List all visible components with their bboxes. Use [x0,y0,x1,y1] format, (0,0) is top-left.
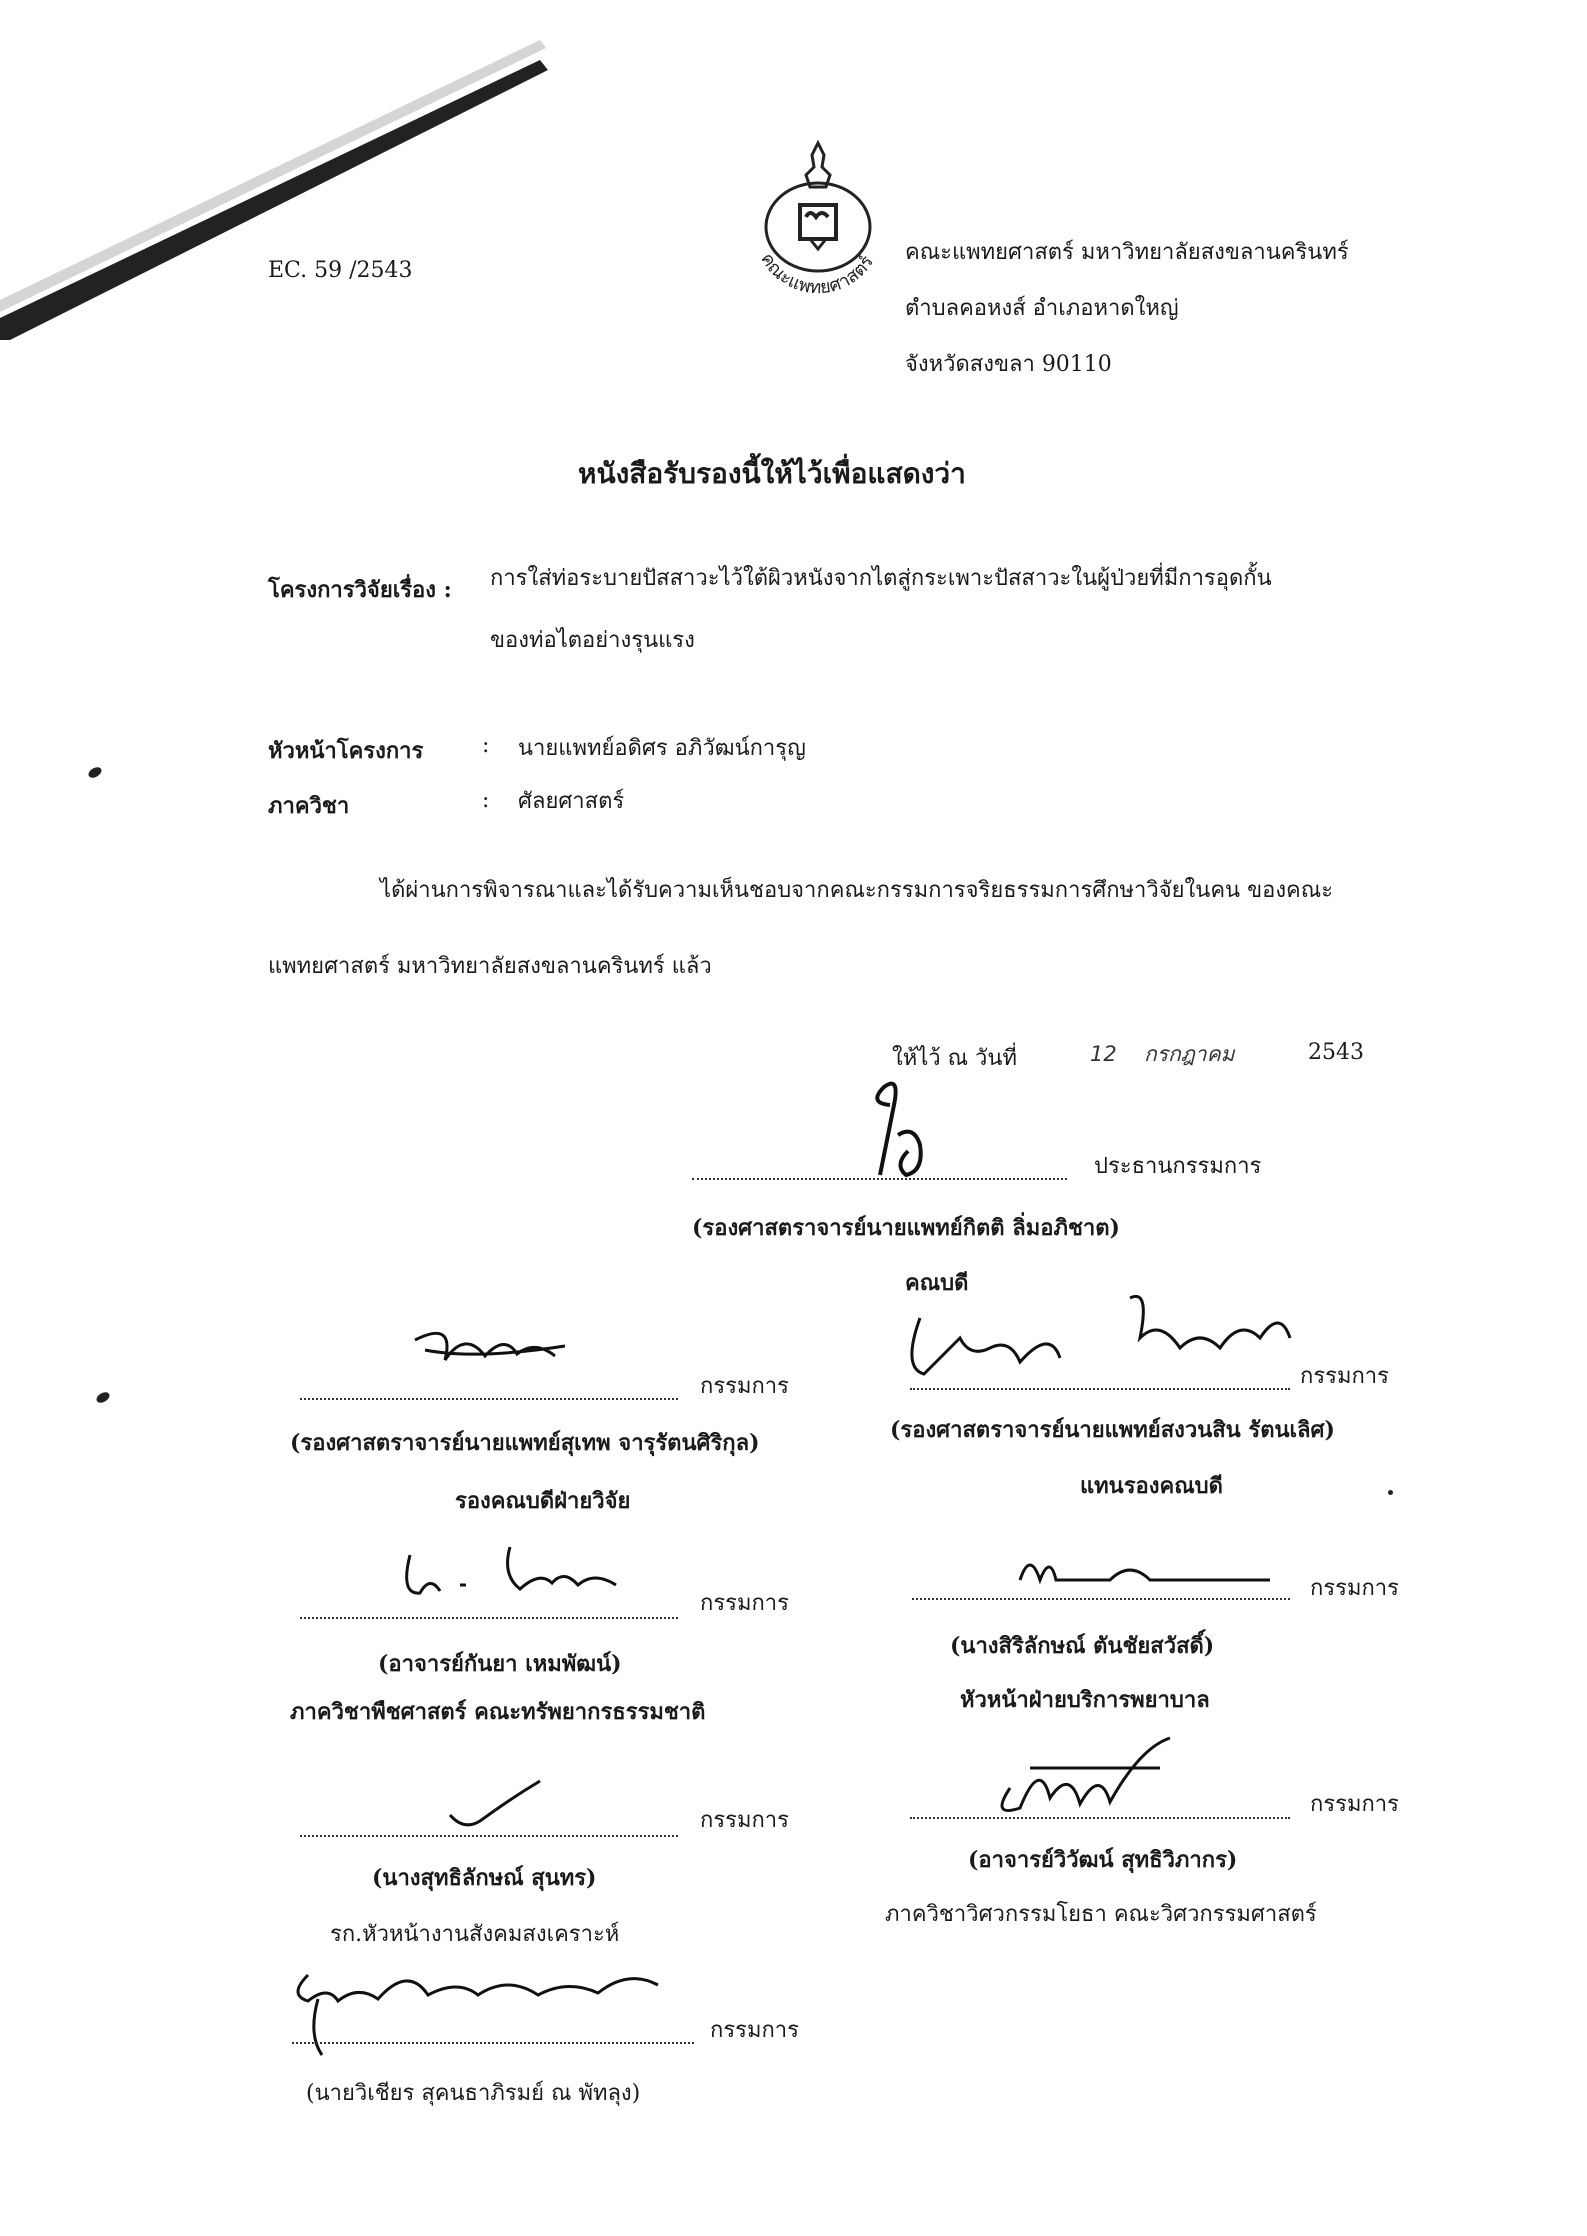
reference-number: EC. 59 /2543 [268,258,413,283]
member1-name: (รองศาสตราจารย์นายแพทย์สุเทพ จารุรัตนศิริกุล) [290,1430,760,1456]
member3-name: (อาจารย์กันยา เหมพัฒน์) [378,1651,622,1677]
certificate-title: หนังสือรับรองนี้ให้ไว้เพื่อแสดงว่า [578,457,966,490]
member1-role: กรรมการ [700,1374,789,1399]
member6-name: (อาจารย์วิวัฒน์ สุทธิวิภากร) [968,1847,1238,1873]
project-label: โครงการวิจัยเรื่อง : [268,577,452,603]
member7-role: กรรมการ [710,2018,799,2043]
member1-signature [405,1310,575,1394]
chair-signature-line [692,1178,1067,1180]
institution-name: คณะแพทยศาสตร์ มหาวิทยาลัยสงขลานครินทร์ [905,240,1349,265]
member6-signature-line [910,1817,1290,1819]
date-year: 2543 [1308,1040,1364,1065]
chair-role: ประธานกรรมการ [1094,1154,1262,1179]
scan-edge-shadow [0,0,560,340]
scan-speck [95,1390,112,1405]
svg-text:คณะแพทยศาสตร์ [756,249,878,295]
member2-position: แทนรองคณบดี [1080,1473,1223,1499]
member5-role: กรรมการ [700,1808,789,1833]
approval-statement-line1: ได้ผ่านการพิจารณาและได้รับความเห็นชอบจากคณะกรรมการจริยธรรมการศึกษาวิจัยในคน ของคณะ [380,878,1334,903]
member6-position: ภาควิชาวิศวกรรมโยธา คณะวิศวกรรมศาสตร์ [885,1902,1317,1927]
member7-signature-line [292,2042,694,2044]
department-value: ศัลยศาสตร์ [518,789,625,814]
member2-signature [900,1278,1320,1392]
scan-speck [1388,1490,1393,1495]
date-prefix: ให้ไว้ ณ วันที่ [892,1046,1017,1071]
department-colon: : [482,788,490,813]
head-label: หัวหน้าโครงการ [268,738,424,764]
member1-position: รองคณบดีฝ่ายวิจัย [455,1488,631,1514]
department-label: ภาควิชา [268,793,350,819]
member3-position: ภาควิชาพืชศาสตร์ คณะทรัพยากรธรรมชาติ [290,1699,706,1725]
member5-name: (นางสุทธิลักษณ์ สุนทร) [372,1865,597,1891]
chair-name: (รองศาสตราจารย์นายแพทย์กิตติ ลิ่มอภิชาต) [692,1215,1120,1241]
member3-signature [390,1535,650,1619]
head-name: นายแพทย์อดิศร อภิวัฒน์การุญ [518,736,806,761]
member4-signature-line [912,1598,1290,1600]
emblem-text: คณะแพทยศาสตร์ [756,249,878,295]
chair-position: คณบดี [905,1270,969,1296]
member4-position: หัวหน้าฝ่ายบริการพยาบาล [960,1687,1210,1713]
project-title-line1: การใส่ท่อระบายปัสสาวะไว้ใต้ผิวหนังจากไตสู่กระเพาะปัสสาวะในผู้ป่วยที่มีการอุดกั้น [490,566,1272,591]
member4-name: (นางสิริลักษณ์ ตันชัยสวัสดิ์) [950,1633,1215,1659]
member5-signature [440,1775,550,1839]
date-day: 12 [1090,1042,1117,1066]
member3-role: กรรมการ [700,1591,789,1616]
approval-statement-line2: แพทยศาสตร์ มหาวิทยาลัยสงขลานครินทร์ แล้ว [268,954,712,979]
member6-role: กรรมการ [1310,1792,1399,1817]
member4-signature [990,1540,1290,1604]
date-month: กรกฎาคม [1144,1042,1235,1066]
scan-speck [87,765,104,780]
project-title-line2: ของท่อไตอย่างรุนแรง [490,628,695,653]
member5-signature-line [300,1835,678,1837]
member7-name: (นายวิเชียร สุคนธาภิรมย์ ณ พัทลุง) [306,2081,641,2106]
member2-signature-line [910,1388,1290,1390]
institution-province: จังหวัดสงขลา 90110 [905,352,1112,377]
member7-signature [278,1955,698,2069]
head-colon: : [482,733,490,758]
member4-role: กรรมการ [1310,1576,1399,1601]
member1-signature-line [300,1398,678,1400]
member2-name: (รองศาสตราจารย์นายแพทย์สงวนสิน รัตนเลิศ) [890,1417,1335,1443]
member3-signature-line [300,1617,678,1619]
institution-address: ตำบลคอหงส์ อำเภอหาดใหญ่ [905,296,1179,321]
member2-role: กรรมการ [1300,1364,1389,1389]
faculty-emblem [738,135,898,295]
member5-position: รก.หัวหน้างานสังคมสงเคราะห์ [330,1922,620,1947]
chair-signature [850,1075,950,1189]
